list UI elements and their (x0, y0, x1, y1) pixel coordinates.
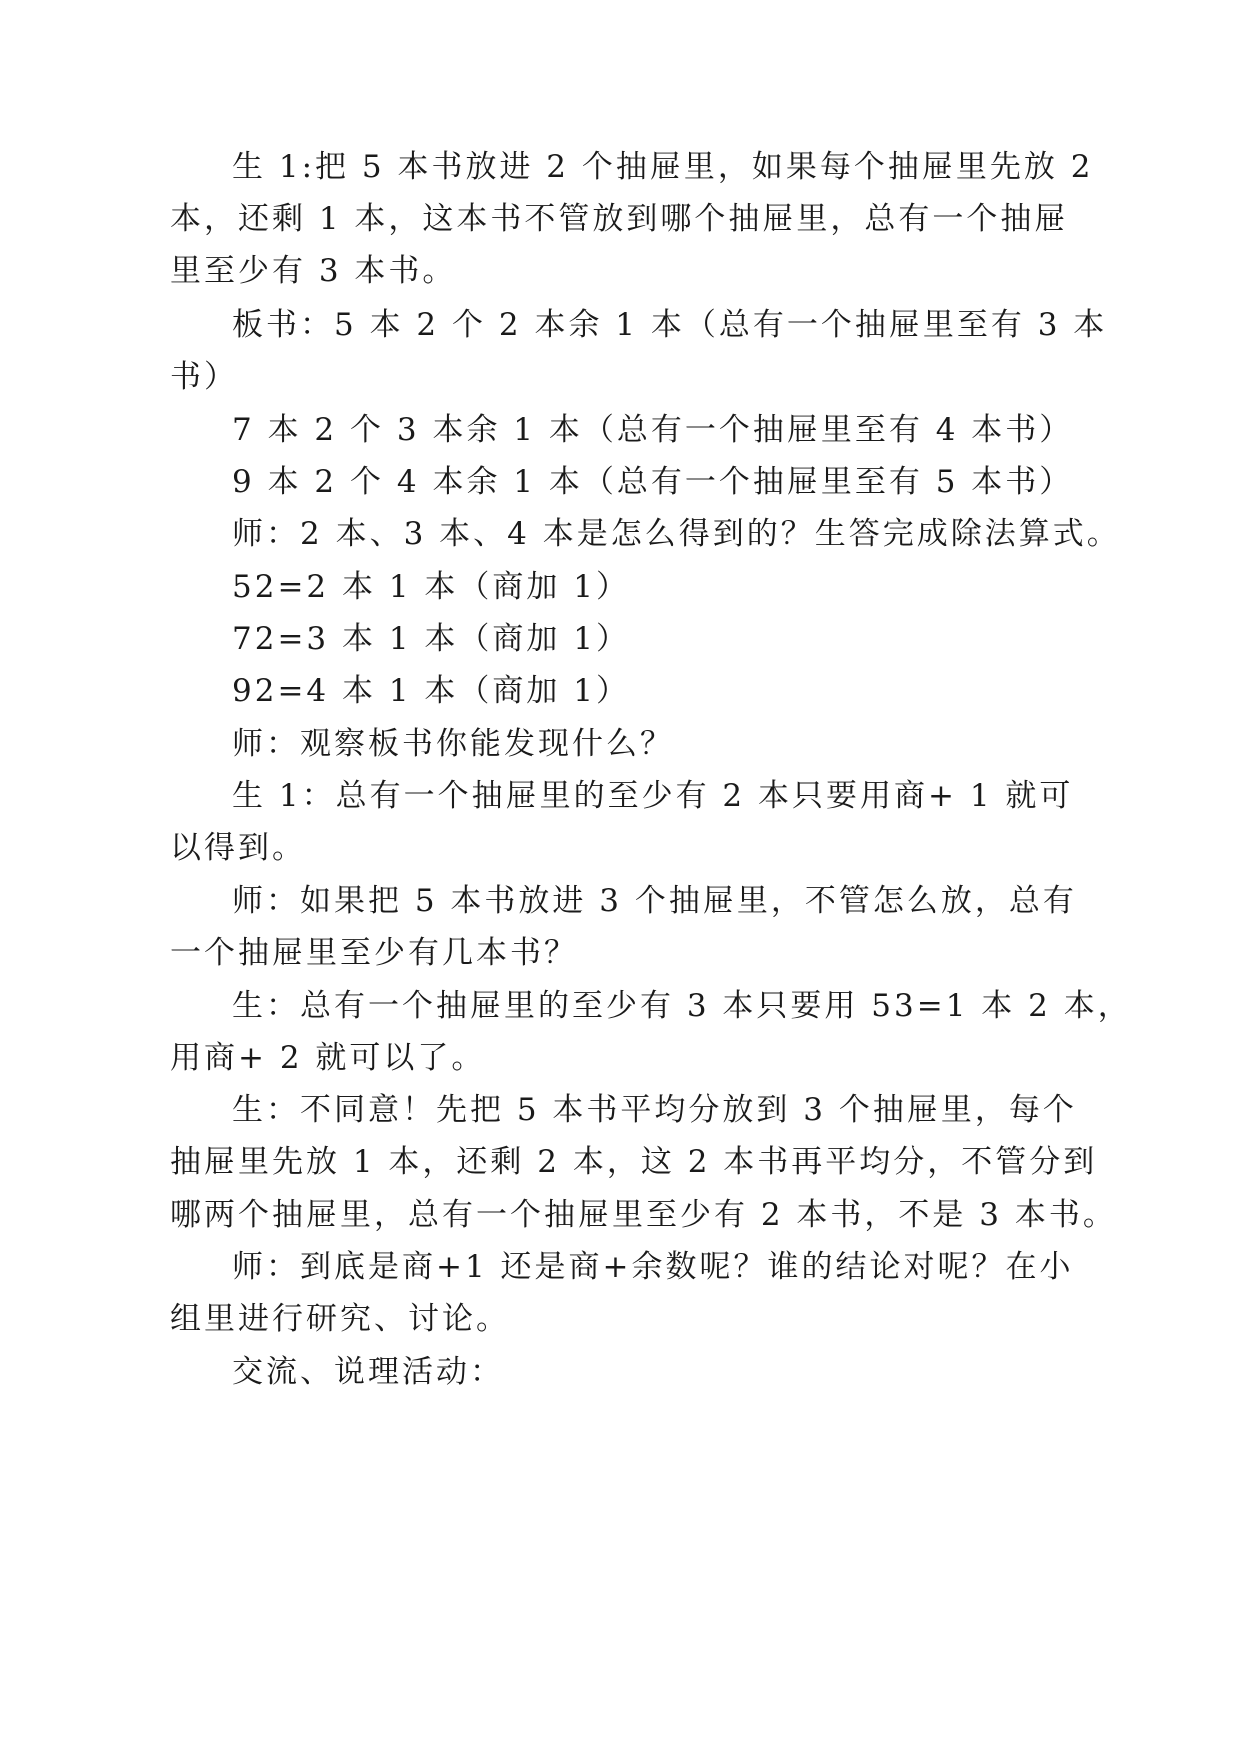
paragraph-line: 本，还剩 1 本，这本书不管放到哪个抽屉里，总有一个抽屉 (170, 201, 1069, 237)
paragraph-line: 师：2 本、3 本、4 本是怎么得到的？生答完成除法算式。 (232, 516, 1121, 552)
paragraph-line: 用商+ 2 就可以了。 (170, 1040, 486, 1076)
paragraph-line: 生 1:把 5 本书放进 2 个抽屉里，如果每个抽屉里先放 2 (232, 149, 1094, 185)
paragraph-line: 里至少有 3 本书。 (170, 253, 457, 289)
paragraph-line: 交流、说理活动： (232, 1354, 504, 1390)
paragraph-line: 52=2 本 1 本（商加 1） (232, 569, 631, 605)
paragraph-line: 师：如果把 5 本书放进 3 个抽屉里，不管怎么放，总有 (232, 883, 1077, 919)
paragraph-line: 组里进行研究、讨论。 (170, 1301, 510, 1337)
paragraph-line: 师：观察板书你能发现什么？ (232, 726, 674, 762)
paragraph-line: 9 本 2 个 4 本余 1 本（总有一个抽屉里至有 5 本书） (232, 464, 1074, 500)
paragraph-line: 书） (170, 359, 238, 395)
paragraph-line: 以得到。 (170, 830, 306, 866)
paragraph-line: 92=4 本 1 本（商加 1） (232, 673, 631, 709)
paragraph-line: 抽屉里先放 1 本，还剩 2 本，这 2 本书再平均分，不管分到 (170, 1144, 1098, 1180)
paragraph-line: 板书：5 本 2 个 2 本余 1 本（总有一个抽屉里至有 3 本 (232, 307, 1108, 343)
paragraph-line: 生 1：总有一个抽屉里的至少有 2 本只要用商+ 1 就可 (232, 778, 1074, 814)
paragraph-line: 一个抽屉里至少有几本书？ (170, 935, 578, 971)
paragraph-line: 生：总有一个抽屉里的至少有 3 本只要用 53=1 本 2 本， (232, 988, 1132, 1024)
paragraph-line: 师：到底是商+1 还是商+余数呢？谁的结论对呢？在小 (232, 1249, 1074, 1285)
paragraph-line: 哪两个抽屉里，总有一个抽屉里至少有 2 本书，不是 3 本书。 (170, 1197, 1117, 1233)
paragraph-line: 生：不同意！先把 5 本书平均分放到 3 个抽屉里，每个 (232, 1092, 1077, 1128)
paragraph-line: 72=3 本 1 本（商加 1） (232, 621, 631, 657)
paragraph-line: 7 本 2 个 3 本余 1 本（总有一个抽屉里至有 4 本书） (232, 412, 1074, 448)
